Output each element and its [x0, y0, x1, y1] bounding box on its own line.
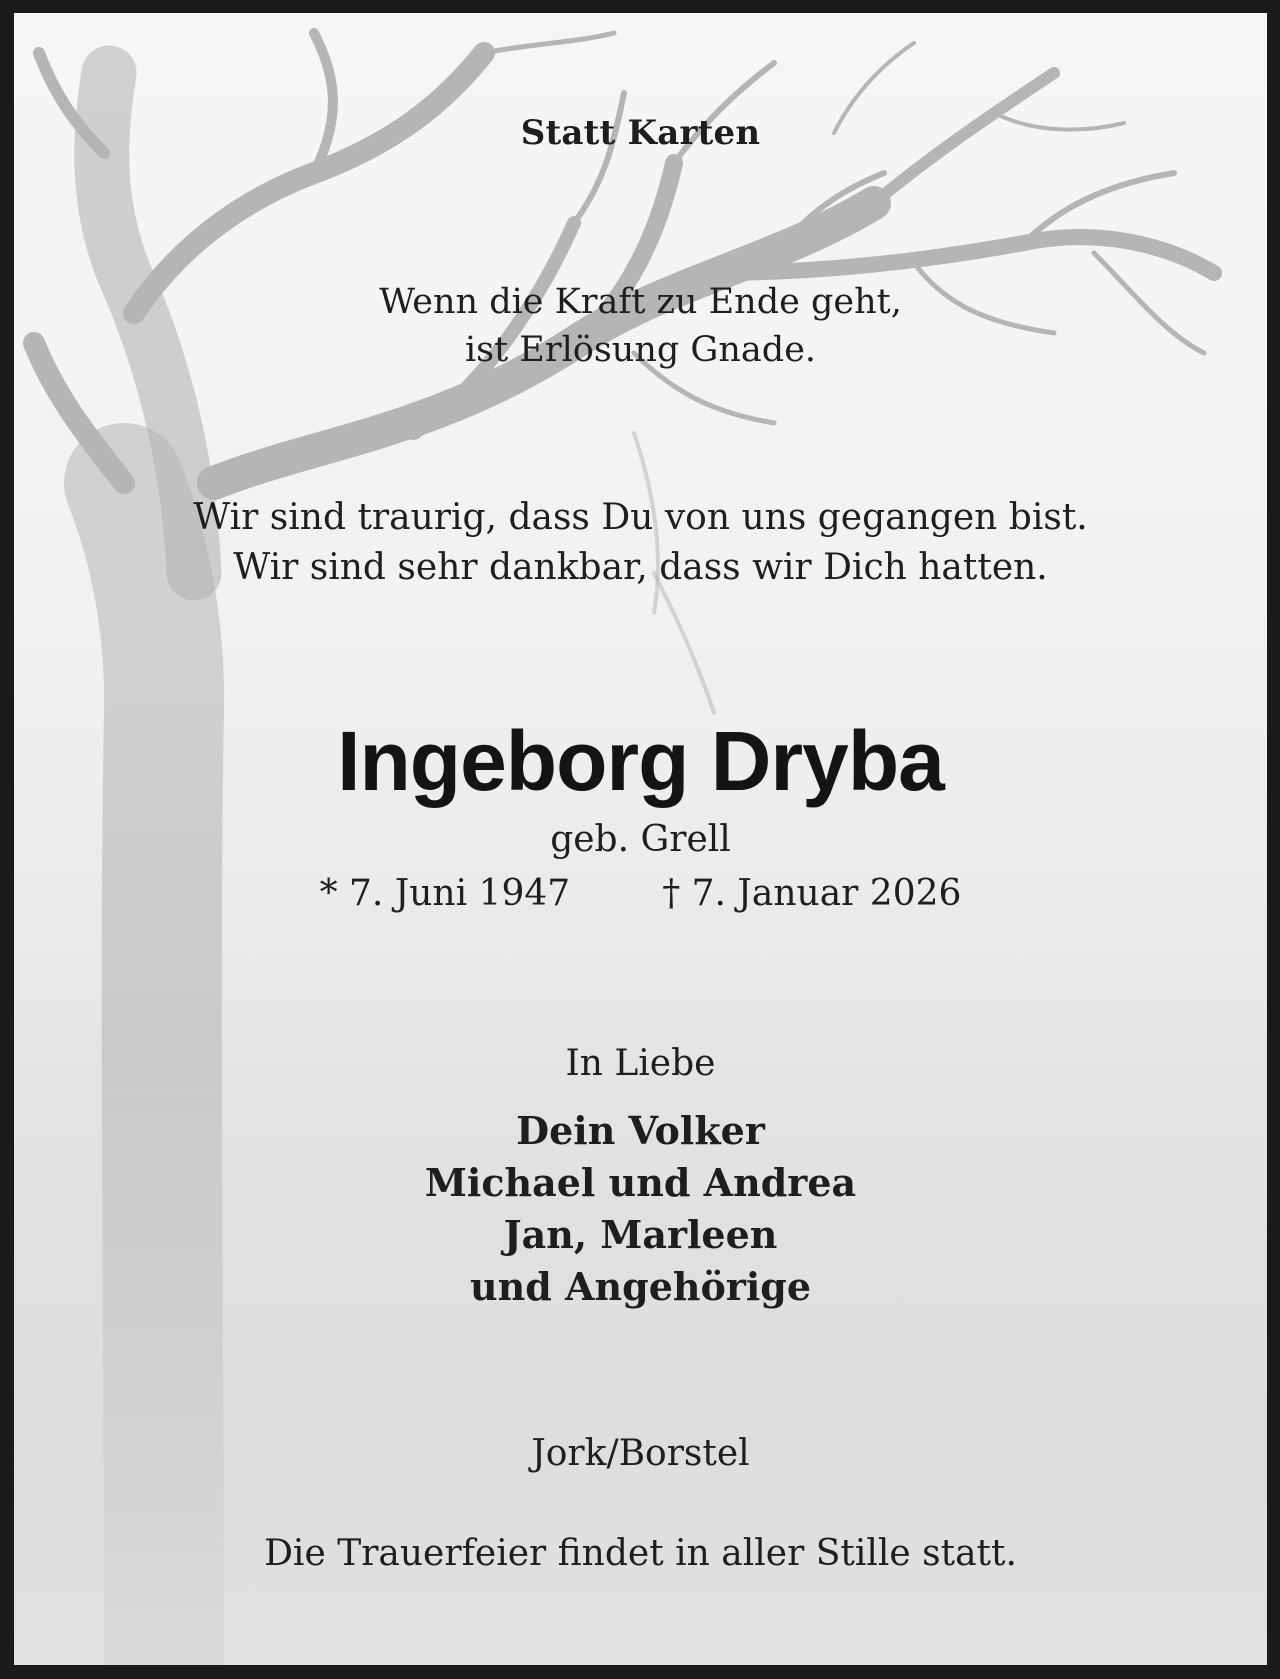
mourner: Jan, Marleen	[503, 1212, 778, 1257]
closing-phrase: In Liebe	[565, 1043, 716, 1084]
verse-top-line: ist Erlösung Gnade.	[464, 330, 817, 370]
verse-top	[14, 278, 1267, 374]
notice-text	[14, 13, 1267, 1665]
mourner: Michael und Andrea	[424, 1160, 857, 1205]
birth-date: * 7. Juni 1947	[319, 873, 571, 914]
verse-middle-line: Wir sind traurig, dass Du von uns gegangen bist.	[193, 497, 1088, 538]
mourners-list	[14, 1105, 1267, 1313]
death-date: † 7. Januar 2026	[662, 873, 962, 914]
life-dates	[14, 873, 1267, 914]
verse-top-line: Wenn die Kraft zu Ende geht,	[379, 282, 902, 322]
maiden-name: geb. Grell	[550, 819, 731, 860]
place: Jork/Borstel	[531, 1433, 750, 1474]
verse-middle-line: Wir sind sehr dankbar, dass wir Dich hatten.	[233, 547, 1048, 588]
mourner: und Angehörige	[469, 1264, 812, 1309]
funeral-note: Die Trauerfeier findet in aller Stille statt.	[264, 1533, 1017, 1574]
deceased-name: Ingeborg Dryba	[337, 714, 944, 808]
verse-middle	[14, 493, 1267, 593]
mourner: Dein Volker	[516, 1108, 765, 1153]
headline: Statt Karten	[520, 113, 761, 153]
